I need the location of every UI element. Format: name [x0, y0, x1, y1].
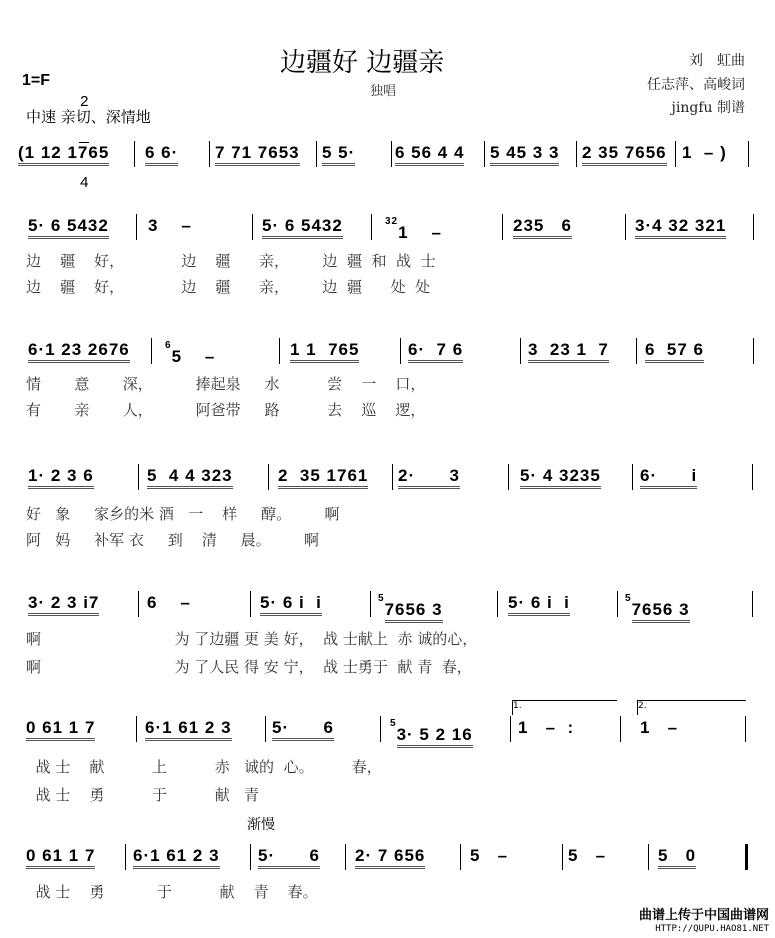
bar-line — [752, 591, 753, 617]
measure — [26, 718, 95, 738]
measure-notes: 5 – — [171, 347, 216, 366]
bar-line — [400, 338, 401, 364]
measure — [682, 143, 727, 163]
measure-notes: 5· 6 — [272, 718, 334, 741]
measure — [568, 846, 606, 866]
measure-notes: 5· 4 3235 — [520, 466, 601, 489]
measure-notes: 5· 6 5432 — [28, 216, 109, 239]
lyric-line: 战 士 献 上 赤 诚的 心。 春， — [26, 758, 382, 776]
volta-1-label: 1. — [513, 701, 522, 711]
lyric-line: 战 士 勇 于 献 青 — [26, 786, 260, 804]
measure-notes: 1 – — [640, 718, 679, 737]
bar-line — [265, 716, 266, 742]
measure — [508, 593, 570, 613]
measure-notes: 2 35 7656 — [582, 143, 667, 166]
bar-line — [562, 844, 563, 870]
measure — [658, 846, 696, 866]
bar-line — [745, 716, 746, 742]
lyric-line: 战 士 勇 于 献 青 春。 — [26, 883, 318, 901]
measure-notes: 5 0 — [658, 846, 696, 869]
measure-notes: 5 – — [568, 846, 607, 865]
measure — [408, 340, 463, 360]
measure — [28, 216, 109, 236]
measure-notes: 3 23 1 7 — [528, 340, 609, 363]
bar-line — [136, 716, 137, 742]
measure-notes: 1 – — [398, 223, 442, 242]
measure — [272, 718, 334, 738]
lyric-line: 啊 为 了人民 得 安 宁， 战 士勇于 献 青 春， — [26, 658, 472, 676]
measure — [148, 216, 192, 236]
bar-line — [625, 214, 626, 240]
bar-line — [134, 141, 135, 167]
measure — [147, 466, 233, 486]
bar-line — [745, 844, 748, 870]
ritardando-marking: 渐慢 — [247, 817, 275, 833]
bar-line — [250, 844, 251, 870]
lyric-line: 啊 为 了边疆 更 美 好， 战 士献上 赤 诚的心， — [26, 630, 478, 648]
measure-notes: 7656 3 — [632, 600, 690, 623]
measure-notes: 5· 6 i i — [508, 593, 570, 616]
measure — [470, 846, 508, 866]
grace-note: 5 — [625, 593, 632, 604]
bar-line — [370, 591, 371, 617]
measure-notes: 1 – ) — [682, 143, 727, 162]
lyric-line: 边 疆 好， 边 疆 亲， 边 疆 处 处 — [26, 278, 431, 296]
measure-notes: 2· 7 656 — [355, 846, 425, 869]
bar-line — [752, 464, 753, 490]
measure — [28, 340, 130, 360]
measure-notes: 5 – — [470, 846, 509, 865]
bar-line — [508, 464, 509, 490]
composer-credit: 刘 虹曲 — [689, 53, 745, 69]
lyric-line: 情 意 深， 捧起泉 水 尝 一 口， — [26, 375, 426, 393]
bar-line — [484, 141, 485, 167]
lyric-line: 阿 妈 补军 衣 到 清 晨。 啊 — [26, 531, 320, 549]
grace-note: 32 — [385, 216, 399, 227]
bar-line — [510, 716, 511, 742]
bar-line — [675, 141, 676, 167]
bar-line — [279, 338, 280, 364]
measure — [145, 143, 178, 163]
measure — [490, 143, 559, 163]
measure — [133, 846, 220, 866]
measure-notes: 6·1 61 2 3 — [133, 846, 220, 869]
measure-notes: 3· 2 3 i7 — [28, 593, 99, 616]
bar-line — [371, 214, 372, 240]
measure — [145, 718, 232, 738]
bar-line — [753, 338, 754, 364]
bar-line — [151, 338, 152, 364]
measure — [355, 846, 425, 866]
measure-notes: 5 5· — [322, 143, 355, 166]
bar-line — [252, 214, 253, 240]
measure-notes: 1 1 765 — [290, 340, 359, 363]
bar-line — [209, 141, 210, 167]
measure-notes: 6· 7 6 — [408, 340, 463, 363]
measure-notes: 235 6 — [513, 216, 572, 239]
measure — [582, 143, 667, 163]
measure — [215, 143, 300, 163]
measure — [262, 216, 343, 236]
measure-notes: 1 – : — [518, 718, 575, 737]
measure-notes: 6·1 23 2676 — [28, 340, 130, 363]
measure — [28, 466, 94, 486]
bar-line — [125, 844, 126, 870]
bar-line — [345, 844, 346, 870]
measure — [28, 593, 99, 613]
volta-2-label: 2. — [638, 701, 647, 711]
bar-line — [632, 464, 633, 490]
bar-line — [753, 214, 754, 240]
measure — [640, 718, 678, 738]
measure — [378, 593, 443, 620]
performance-type: 独唱 — [370, 84, 397, 99]
bar-line — [497, 591, 498, 617]
measure — [322, 143, 355, 163]
lyric-line: 边 疆 好， 边 疆 亲， 边 疆 和 战 士 — [26, 252, 436, 270]
measure-notes: (1 12 1765 — [18, 143, 109, 166]
measure-notes: 3·4 32 321 — [635, 216, 726, 239]
measure — [513, 216, 572, 236]
arranger-credit: jingfu 制谱 — [671, 100, 745, 116]
measure-notes: 2· 3 — [398, 466, 460, 489]
measure-notes: 5· 6 — [258, 846, 320, 869]
bar-line — [138, 464, 139, 490]
measure — [398, 466, 460, 486]
bar-line — [502, 214, 503, 240]
time-sig-top: 2 — [80, 93, 89, 110]
bar-line — [391, 141, 392, 167]
bar-line — [316, 141, 317, 167]
bar-line — [136, 214, 137, 240]
measure-notes: 0 61 1 7 — [26, 718, 95, 741]
measure-notes: 7 71 7653 — [215, 143, 300, 166]
measure — [290, 340, 359, 360]
measure-notes: 0 61 1 7 — [26, 846, 95, 869]
volta-2 — [637, 700, 746, 715]
measure — [625, 593, 690, 620]
measure-notes: 6 56 4 4 — [395, 143, 464, 166]
watermark-url: HTTP://QUPU.HAO81.NET — [655, 924, 769, 934]
watermark-text: 曲谱上传于中国曲谱网 — [638, 908, 769, 923]
measure-notes: 6· i — [640, 466, 697, 489]
measure — [258, 846, 320, 866]
measure-notes: 6·1 61 2 3 — [145, 718, 232, 741]
time-sig-bottom: 4 — [80, 174, 89, 191]
measure — [640, 466, 697, 486]
bar-line — [250, 591, 251, 617]
lyric-line: 有 亲 人， 阿爸带 路 去 巡 逻， — [26, 401, 426, 419]
measure — [645, 340, 704, 360]
measure — [395, 143, 464, 163]
grace-note: 6 — [165, 340, 172, 351]
measure-notes: 5 4 4 323 — [147, 466, 233, 489]
bar-line — [380, 716, 381, 742]
measure-notes: 5· 6 5432 — [262, 216, 343, 239]
bar-line — [268, 464, 269, 490]
bar-line — [392, 464, 393, 490]
bar-line — [748, 141, 749, 167]
song-title: 边疆好 边疆亲 — [280, 48, 445, 78]
grace-note: 5 — [378, 593, 385, 604]
measure-notes: 7656 3 — [385, 600, 443, 623]
tempo-marking: 中速 亲切、深情地 — [26, 108, 151, 126]
measure-notes: 2 35 1761 — [278, 466, 368, 489]
measure — [147, 593, 191, 613]
measure — [385, 216, 442, 243]
bar-line — [460, 844, 461, 870]
measure — [635, 216, 726, 236]
measure — [390, 718, 473, 745]
measure — [260, 593, 322, 613]
bar-line — [617, 591, 618, 617]
measure-notes: 3 – — [148, 216, 192, 235]
measure — [520, 466, 601, 486]
measure-notes: 6 – — [147, 593, 191, 612]
measure — [18, 143, 109, 163]
measure-notes: 5· 6 i i — [260, 593, 322, 616]
volta-1 — [512, 700, 617, 715]
measure — [518, 718, 574, 738]
bar-line — [648, 844, 649, 870]
measure-notes: 6 6· — [145, 143, 178, 166]
bar-line — [520, 338, 521, 364]
measure-notes: 3· 5 2 16 — [397, 725, 473, 748]
bar-line — [138, 591, 139, 617]
bar-line — [636, 338, 637, 364]
lyricist-credit: 任志萍、高峻词 — [647, 77, 745, 93]
bar-line — [576, 141, 577, 167]
measure-notes: 6 57 6 — [645, 340, 704, 363]
grace-note: 5 — [390, 718, 397, 729]
bar-line — [620, 716, 621, 742]
measure — [26, 846, 95, 866]
measure-notes: 5 45 3 3 — [490, 143, 559, 166]
measure — [278, 466, 368, 486]
measure — [165, 340, 215, 367]
measure — [528, 340, 609, 360]
lyric-line: 好 象 家乡的米 酒 一 样 醇。 啊 — [26, 505, 340, 523]
measure-notes: 1· 2 3 6 — [28, 466, 94, 489]
key-signature: 1=F — [22, 72, 51, 89]
